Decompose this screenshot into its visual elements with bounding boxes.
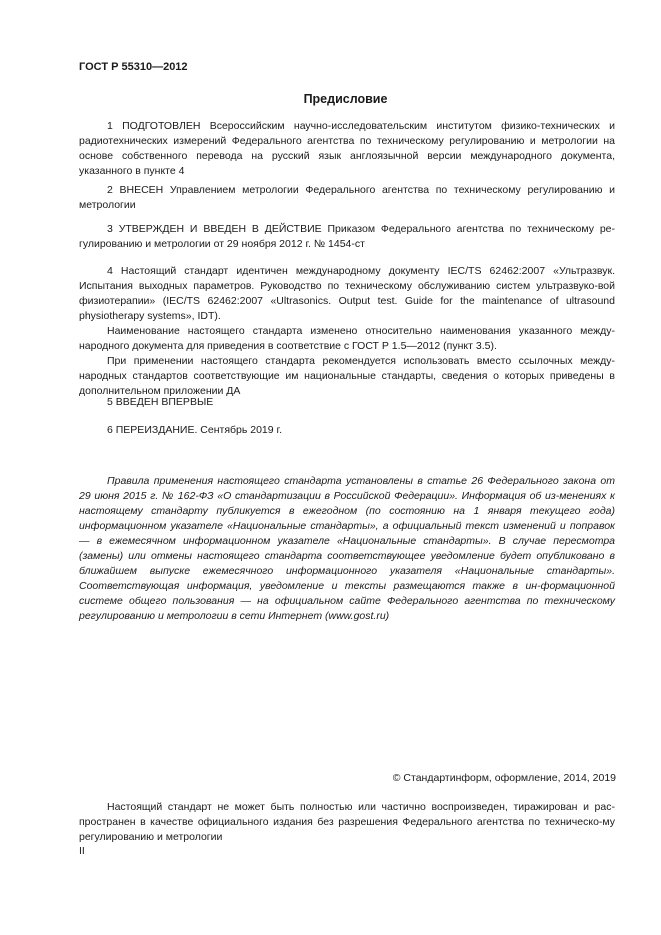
copyright: © Стандартинформ, оформление, 2014, 2019 — [392, 772, 616, 784]
standard-code: ГОСТ Р 55310—2012 — [79, 61, 188, 73]
notice-text: Правила применения настоящего стандарта установлены в статье 26 Федерального закона от 29 июня 2015 г. № 162-ФЗ «О стандартизации в Российской Федерации». Информация об из-менениях к настоящему стандарту публикуется в ежегодном (по состоянию на 1 января текущего года) информационном указателе «Национальные стандарты», а официальный текст изменений и поправок — в ежемесячном информационном указателе «Национальные стандарты». В случае пересмотра (замены) или отмены настоящего стандарта соответствующее уведомление будет опубликовано в ближайшем выпуске ежемесячного информационного указателя «Национальные стандарты». Соответствующая информация, уведомление и тексты размещаются также в ин-формационной системе общего пользования — на официальном сайте Федерального агентства по техническому регулированию и метрологии в сети Интернет (www.gost.ru) — [79, 475, 615, 622]
item-2: 2 ВНЕСЕН Управлением метрологии Федерального агентства по техническому регулированию и метрологии — [79, 184, 615, 211]
item-1-block — [79, 119, 615, 179]
page-title: Предисловие — [303, 92, 388, 106]
item-4-note-refs: При применении настоящего стандарта рекомендуется использовать вместо ссылочных между-народных стандартов соответствующие им национальные стандарты, сведения о которых приведены в дополнительном приложении ДА — [79, 355, 615, 397]
item-2-block — [79, 183, 615, 213]
item-4-block — [79, 264, 615, 399]
item-5-block — [79, 395, 615, 410]
item-1: 1 ПОДГОТОВЛЕН Всероссийским научно-исследовательским институтом физико-технических и радиотехнических измерений Федерального агентства по техническому регулированию и метрологии на основе собственного перевода на русский язык англоязычной версии международного документа, указанного в пункте 4 — [79, 120, 615, 177]
footer-text: Настоящий стандарт не может быть полностью или частично воспроизведен, тиражирован и рас-пространен в качестве официального издания без разрешения Федерального агентства по техническо-му регулированию и метрологии — [79, 801, 615, 843]
item-3: 3 УТВЕРЖДЕН И ВВЕДЕН В ДЕЙСТВИЕ Приказом Федерального агентства по техническому ре-гулированию и метрологии от 29 ноября 2012 г. № 1454-ст — [79, 223, 615, 250]
item-3-block — [79, 222, 615, 252]
item-4-note-name: Наименование настоящего стандарта изменено относительно наименования указанного между-народного документа для приведения в соответствие с ГОСТ Р 1.5—2012 (пункт 3.5). — [79, 325, 615, 352]
item-6-block — [79, 423, 615, 438]
item-5: 5 ВВЕДЕН ВПЕРВЫЕ — [107, 396, 214, 408]
page-number: II — [79, 845, 85, 857]
notice-block — [79, 474, 615, 624]
item-4: 4 Настоящий стандарт идентичен международному документу IEC/TS 62462:2007 «Ультразвук. Испытания выходных параметров. Руководство по техническому обслуживанию систем ультразвуко-вой физиотерапии» (IEC/TS 62462:2007 «Ultrasonics. Output test. Guide for the maintenance of ultrasound physiotherapy systems», IDT). — [79, 265, 615, 322]
item-6: 6 ПЕРЕИЗДАНИЕ. Сентябрь 2019 г. — [107, 424, 282, 436]
